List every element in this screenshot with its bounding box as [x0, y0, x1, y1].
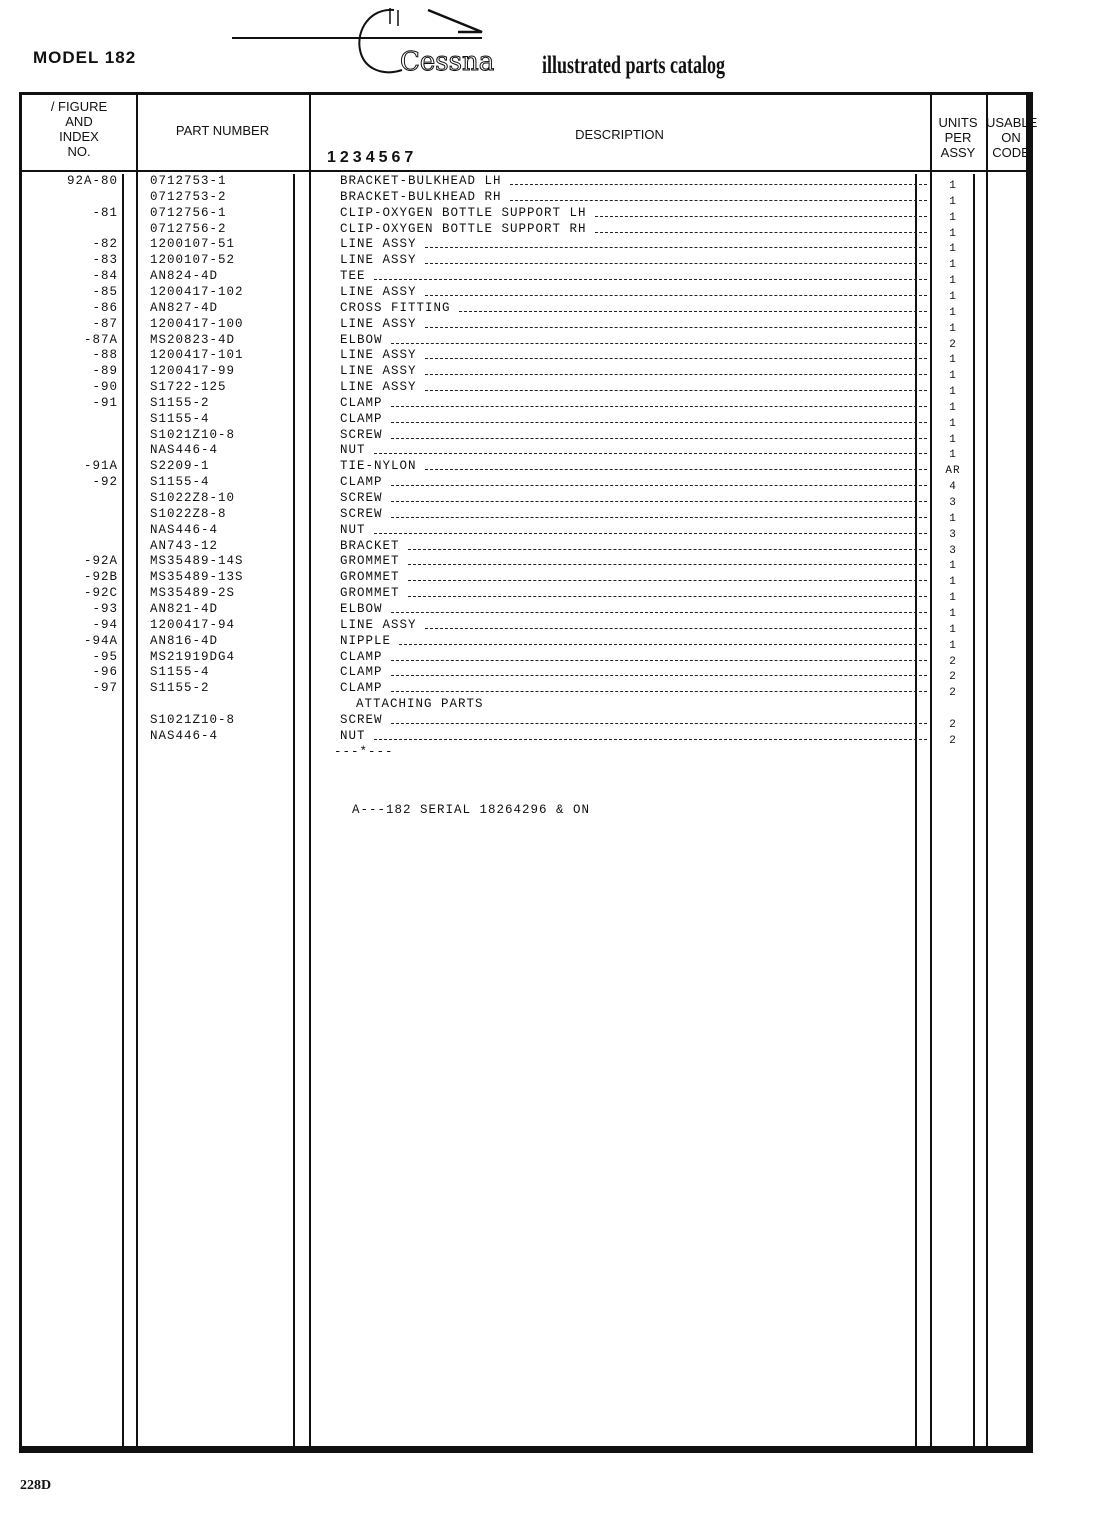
- part-description: CLIP-OXYGEN BOTTLE SUPPORT LH: [340, 205, 587, 220]
- units-per-assy: 1: [949, 592, 957, 605]
- dot-leader: [391, 691, 928, 692]
- part-number: 1200417-102: [150, 284, 244, 299]
- dot-leader: [425, 469, 928, 470]
- indent-digits: 1234567: [327, 149, 418, 166]
- units-per-assy: 1: [949, 322, 957, 335]
- part-number: NAS446-4: [150, 443, 219, 458]
- dot-leader: [425, 628, 928, 629]
- part-description: CLAMP: [340, 395, 383, 410]
- dot-leader: [408, 596, 928, 597]
- dot-leader: [408, 549, 928, 550]
- dot-leader: [374, 279, 928, 280]
- units-per-assy: 1: [949, 639, 957, 652]
- dot-leader: [425, 374, 928, 375]
- part-description: SCREW: [340, 506, 383, 521]
- dot-leader: [595, 216, 928, 217]
- dot-leader: [425, 295, 928, 296]
- column-divider: [136, 95, 138, 1446]
- figure-index: -88: [92, 348, 118, 363]
- units-per-assy: 1: [949, 417, 957, 430]
- part-number: 0712756-2: [150, 221, 227, 236]
- part-number: MS20823-4D: [150, 332, 236, 347]
- parts-table: / FIGURE AND INDEX NO. PART NUMBER DESCRIPTION 1234567 UNITS PER ASSY USABLE ON CODE 92A-80 0712753-1 BRACKET-BULKHEAD LH 1 0712753-2 BRACKET-BULKHEAD RH 1 -81 0712756-1 CLIP-OXYGEN BOTTLE SUPPORT LH 1 0712756-2 CLIP-OXYGEN BOTTLE SUPPORT RH 1 -82 1200107-51 LINE ASSY 1 -83 1200107-52 LINE ASSY 1 -84 AN824-4D TEE 1 -85 1200417-102 LINE ASSY 1 -86 AN827-4D CROSS FITTING 1 -87 1200417-100 LINE ASSY 1 -87A MS20823-4D ELBOW 2 -88 1200417-101 LINE ASSY 1 -89 1200417-99 LINE ASSY 1 -90 S1722-125 LINE ASSY 1 -91 S1155-2 CLAMP 1 S1155-4 CLAMP 1 S1021Z10-8 SCREW 1 NAS446-4 NUT 1 -91A S2209-1 TIE-NYLON AR -92 S1155-4 CLAMP 4 S1022Z8-10 SCREW 3 S1022Z8-8 SCREW 1 NAS446-4 NUT 3 AN743-12 BRACKET 3 -92A MS35489-14S GROMMET 1 -92B MS35489-13S GROMMET 1 -92C MS35489-2S GROMMET 1 -93 AN821-4D ELBOW 1 -94 1200417-94 LINE ASSY 1 -94A AN816-4D NIPPLE 1 -95 MS21919DG4 CLAMP 2 -96 S1155-4 CLAMP 2 -97 S1155-2 CLAMP 2 ATTACHING PARTS S1021Z10-8 SCREW 2 NAS446-4 NUT 2 ---*--- A---182 SERIAL 18264296 & ON: [19, 92, 1033, 1453]
- dot-leader: [391, 422, 928, 423]
- figure-index: -91A: [83, 459, 118, 474]
- figure-index: -90: [92, 380, 118, 395]
- part-description: SCREW: [340, 491, 383, 505]
- part-description: BRACKET-BULKHEAD LH: [340, 174, 502, 188]
- units-per-assy: 1: [949, 290, 957, 303]
- dot-leader: [391, 612, 928, 613]
- units-per-assy: 1: [949, 623, 957, 636]
- dot-leader: [374, 453, 928, 454]
- part-description: LINE ASSY: [340, 348, 417, 363]
- units-per-assy: 1: [949, 180, 957, 192]
- units-per-assy: 3: [949, 528, 957, 541]
- units-per-assy: 1: [949, 433, 957, 446]
- part-description: CLAMP: [340, 665, 383, 680]
- dot-leader: [425, 327, 928, 328]
- part-number: NAS446-4: [150, 522, 219, 537]
- part-number: S1155-4: [150, 665, 210, 680]
- dot-leader: [391, 485, 928, 486]
- units-per-assy: 2: [949, 338, 957, 351]
- part-description: GROMMET: [340, 586, 400, 601]
- catalog-title: illustrated parts catalog: [542, 52, 725, 79]
- part-number: S1155-4: [150, 411, 210, 426]
- figure-index: -92: [92, 475, 118, 490]
- part-description: TEE: [340, 269, 366, 284]
- figure-index: -85: [92, 284, 118, 299]
- part-number: 1200417-101: [150, 348, 244, 363]
- part-description: LINE ASSY: [340, 316, 417, 331]
- part-number: MS35489-14S: [150, 554, 244, 569]
- dot-leader: [391, 343, 928, 344]
- units-per-assy: 2: [949, 718, 957, 731]
- model-label: MODEL 182: [33, 48, 137, 67]
- dot-leader: [374, 533, 928, 534]
- dot-leader: [391, 660, 928, 661]
- part-number: MS21919DG4: [150, 649, 236, 664]
- part-number: 0712756-1: [150, 205, 227, 220]
- dot-leader: [425, 390, 928, 391]
- part-number: S1155-2: [150, 395, 210, 410]
- part-number: MS35489-13S: [150, 570, 244, 585]
- header-divider: [22, 170, 1026, 172]
- part-number: 0712753-1: [150, 174, 227, 188]
- dot-leader: [374, 739, 928, 740]
- figure-index: -95: [92, 649, 118, 664]
- figure-index: -89: [92, 364, 118, 379]
- units-per-assy: 2: [949, 655, 957, 668]
- figure-index: -92A: [83, 554, 118, 569]
- units-per-assy: 1: [949, 306, 957, 319]
- dot-leader: [510, 184, 928, 185]
- figure-index: -87A: [83, 332, 118, 347]
- figure-index: -92B: [83, 570, 118, 585]
- part-number: S1722-125: [150, 380, 227, 395]
- part-description: LINE ASSY: [340, 253, 417, 268]
- dot-leader: [391, 406, 928, 407]
- part-number: 1200417-94: [150, 617, 236, 632]
- part-description: LINE ASSY: [340, 617, 417, 632]
- part-number: 0712753-2: [150, 189, 227, 204]
- units-per-assy: 1: [949, 401, 957, 414]
- units-per-assy: 2: [949, 734, 957, 747]
- header-units-per-assy: UNITS PER ASSY: [938, 115, 978, 160]
- part-number: AN743-12: [150, 538, 219, 553]
- part-description: NUT: [340, 728, 366, 743]
- dot-leader: [391, 517, 928, 518]
- dot-leader: [391, 501, 928, 502]
- units-per-assy: 1: [949, 512, 957, 525]
- part-number: 1200417-100: [150, 316, 244, 331]
- units-per-assy: 1: [949, 227, 957, 240]
- part-description: LINE ASSY: [340, 364, 417, 379]
- part-description: ELBOW: [340, 332, 383, 347]
- units-per-assy: 1: [949, 211, 957, 224]
- part-number: S1155-2: [150, 681, 210, 696]
- cessna-logo-icon: [350, 2, 530, 82]
- part-number: S1155-4: [150, 475, 210, 490]
- dot-leader: [391, 723, 928, 724]
- column-divider-inner: [293, 174, 295, 1446]
- effectivity-note: A---182 SERIAL 18264296 & ON: [352, 803, 591, 817]
- figure-index: -87: [92, 316, 118, 331]
- dot-leader: [595, 232, 928, 233]
- header-figure-index: / FIGURE AND INDEX NO.: [50, 99, 108, 159]
- column-divider-inner: [122, 174, 124, 1446]
- part-description: ELBOW: [340, 601, 383, 616]
- dot-leader: [391, 675, 928, 676]
- part-number: S2209-1: [150, 459, 210, 474]
- units-per-assy: 2: [949, 671, 957, 684]
- part-description: GROMMET: [340, 570, 400, 585]
- figure-index: -94A: [83, 633, 118, 648]
- part-description: LINE ASSY: [340, 237, 417, 252]
- units-per-assy: AR: [945, 465, 961, 478]
- dot-leader: [408, 580, 928, 581]
- figure-index: -97: [92, 681, 118, 696]
- part-description: SCREW: [340, 712, 383, 727]
- figure-index: -91: [92, 395, 118, 410]
- dot-leader: [399, 644, 927, 645]
- figure-index: -86: [92, 300, 118, 315]
- part-description: CLAMP: [340, 411, 383, 426]
- part-description: LINE ASSY: [340, 284, 417, 299]
- units-per-assy: 1: [949, 449, 957, 462]
- column-divider: [986, 95, 988, 1446]
- column-divider-inner: [915, 174, 917, 1446]
- part-number: AN827-4D: [150, 300, 219, 315]
- dot-leader: [425, 358, 928, 359]
- part-description: GROMMET: [340, 554, 400, 569]
- part-number: AN824-4D: [150, 269, 219, 284]
- figure-index: -96: [92, 665, 118, 680]
- part-number: NAS446-4: [150, 728, 219, 743]
- units-per-assy: 1: [949, 576, 957, 589]
- units-per-assy: 1: [949, 386, 957, 399]
- dot-leader: [408, 564, 928, 565]
- part-description: BRACKET: [340, 538, 400, 553]
- units-per-assy: 1: [949, 560, 957, 573]
- figure-index: -84: [92, 269, 118, 284]
- header-part-number: PART NUMBER: [175, 123, 270, 138]
- figure-index: -94: [92, 617, 118, 632]
- part-description: TIE-NYLON: [340, 459, 417, 474]
- part-description: CROSS FITTING: [340, 300, 451, 315]
- units-per-assy: 1: [949, 607, 957, 620]
- units-per-assy: 2: [949, 687, 957, 700]
- part-number: S1022Z8-8: [150, 506, 227, 521]
- dot-leader: [425, 263, 928, 264]
- part-number: AN821-4D: [150, 601, 219, 616]
- units-per-assy: 1: [949, 275, 957, 288]
- figure-index: 92A-80: [66, 174, 118, 188]
- part-number: AN816-4D: [150, 633, 219, 648]
- dot-leader: [391, 438, 928, 439]
- part-number: S1021Z10-8: [150, 712, 236, 727]
- header-usable-on-code: USABLE ON CODE: [986, 115, 1038, 160]
- units-per-assy: 3: [949, 497, 957, 509]
- units-per-assy: 1: [949, 259, 957, 272]
- units-per-assy: 1: [949, 354, 957, 367]
- dot-leader: [510, 200, 928, 201]
- figure-index: -93: [92, 601, 118, 616]
- column-divider: [309, 95, 311, 1446]
- part-number: MS35489-2S: [150, 586, 236, 601]
- figure-index: -81: [92, 205, 118, 220]
- part-description: BRACKET-BULKHEAD RH: [340, 189, 502, 204]
- dot-leader: [425, 247, 928, 248]
- units-per-assy: 3: [949, 544, 957, 557]
- dot-leader: [459, 311, 928, 312]
- part-description: CLAMP: [340, 649, 383, 664]
- page-number: 228D: [20, 1478, 52, 1493]
- header-description: DESCRIPTION: [575, 127, 664, 142]
- figure-index: -82: [92, 237, 118, 252]
- part-description: SCREW: [340, 427, 383, 442]
- part-description: NIPPLE: [340, 633, 392, 648]
- logo-wordmark: Cessna: [400, 47, 495, 77]
- part-number: 1200107-51: [150, 237, 236, 252]
- figure-index: -92C: [83, 586, 118, 601]
- figure-index: -83: [92, 253, 118, 268]
- part-description: LINE ASSY: [340, 380, 417, 395]
- part-number: 1200417-99: [150, 364, 236, 379]
- units-per-assy: 1: [949, 370, 957, 383]
- part-description: NUT: [340, 443, 366, 458]
- part-description: NUT: [340, 522, 366, 537]
- part-number: 1200107-52: [150, 253, 236, 268]
- part-description: CLIP-OXYGEN BOTTLE SUPPORT RH: [340, 221, 587, 236]
- units-per-assy: 1: [949, 243, 957, 256]
- part-number: S1022Z8-10: [150, 491, 236, 505]
- part-description: CLAMP: [340, 681, 383, 696]
- part-number: S1021Z10-8: [150, 427, 236, 442]
- part-description: CLAMP: [340, 475, 383, 490]
- units-per-assy: 1: [949, 195, 957, 208]
- units-per-assy: 4: [949, 481, 957, 494]
